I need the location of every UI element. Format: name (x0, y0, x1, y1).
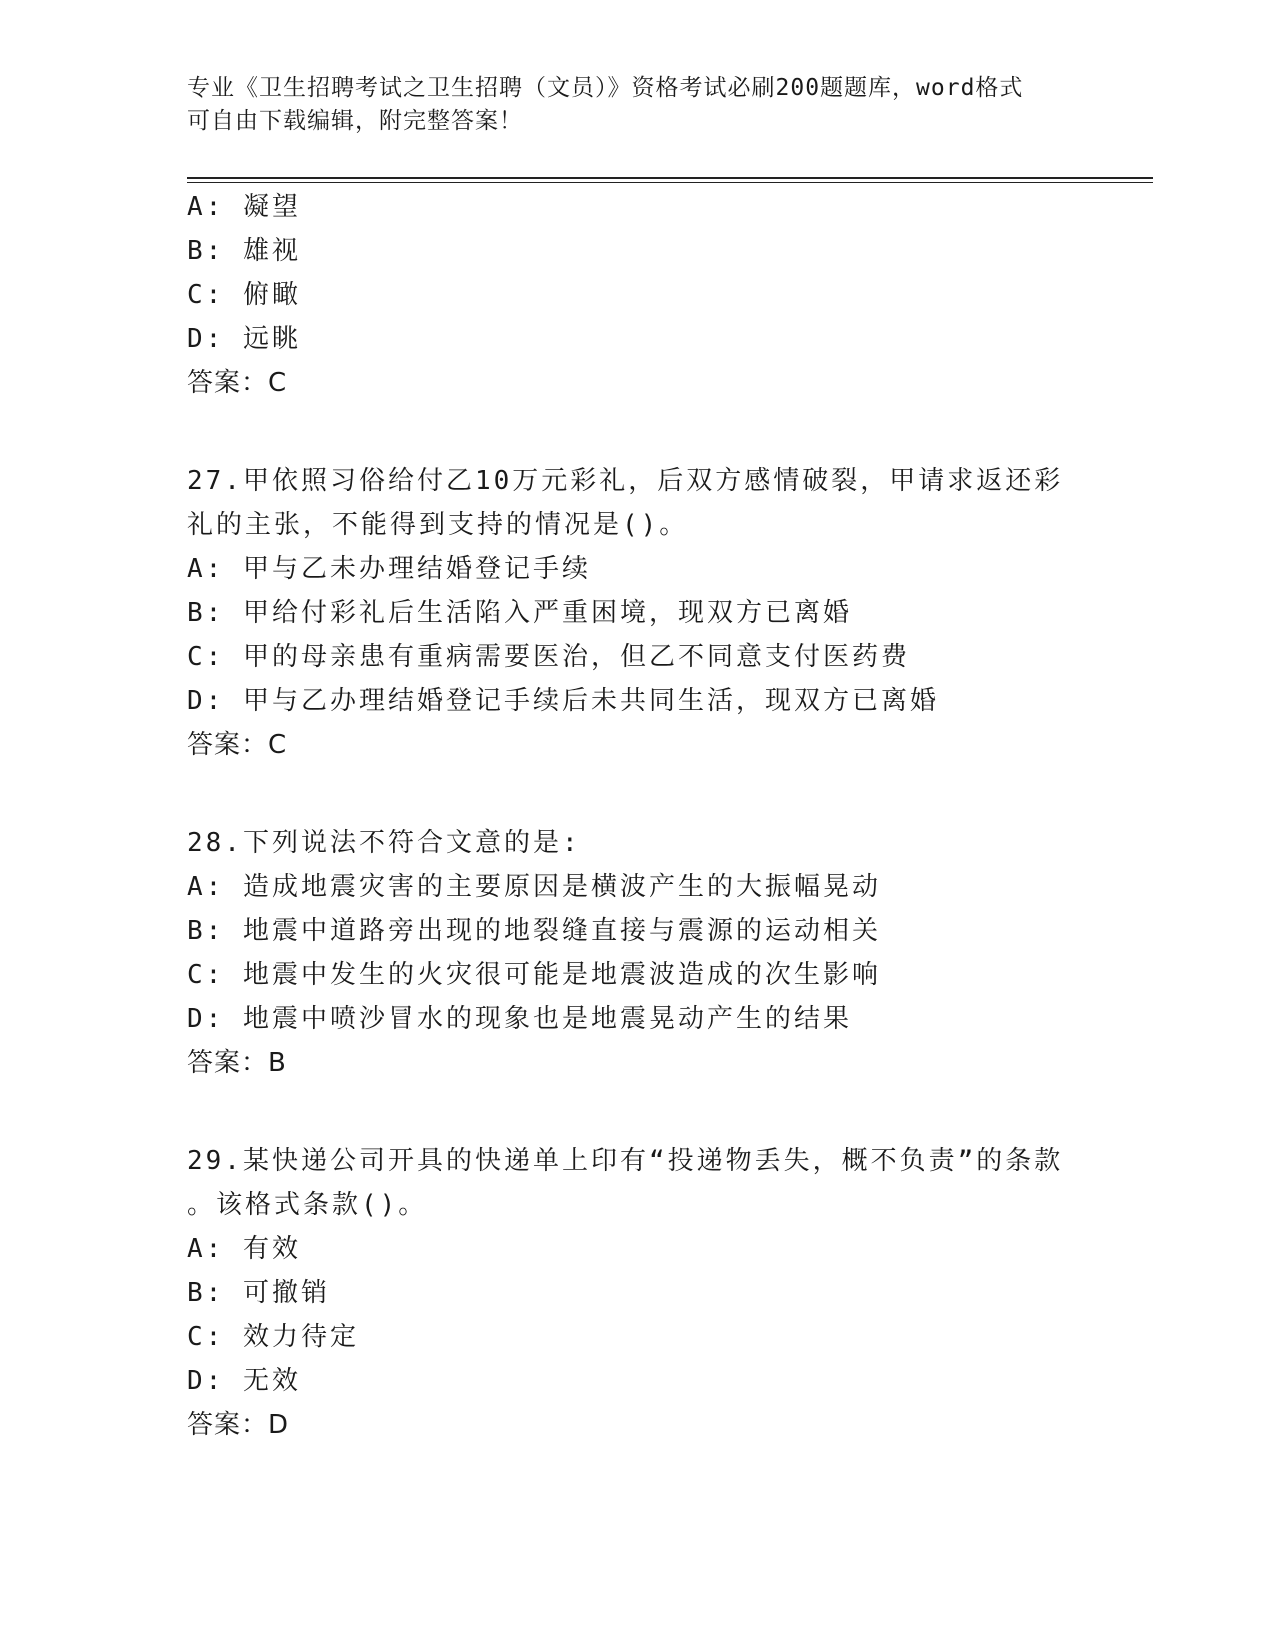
q27-stem-line-2: 礼的主张，不能得到支持的情况是()。 (187, 510, 689, 540)
q28-option-a: A: 造成地震灾害的主要原因是横波产生的大振幅晃动 (187, 872, 881, 902)
q27-option-c: C: 甲的母亲患有重病需要医治，但乙不同意支付医药费 (187, 642, 910, 672)
q27-option-b: B: 甲给付彩礼后生活陷入严重困境，现双方已离婚 (187, 598, 852, 628)
q28-stem-line-1: 28.下列说法不符合文意的是: (187, 828, 581, 858)
document-header (187, 72, 1087, 138)
q26-option-d: D: 远眺 (187, 324, 301, 354)
header-line-2: 可自由下载编辑，附完整答案！ (187, 108, 523, 134)
q26-option-b: B: 雄视 (187, 236, 301, 266)
q26-answer: 答案：C (187, 368, 288, 398)
header-divider-thick (187, 177, 1153, 179)
q27-option-d: D: 甲与乙办理结婚登记手续后未共同生活，现双方已离婚 (187, 686, 939, 716)
q29-answer: 答案：D (187, 1410, 290, 1440)
q29-stem-line-1: 29.某快递公司开具的快递单上印有“投递物丢失，概不负责”的条款 (187, 1146, 1064, 1176)
q26-option-a: A: 凝望 (187, 192, 301, 222)
q29-option-d: D: 无效 (187, 1366, 301, 1396)
q26-option-c: C: 俯瞰 (187, 280, 301, 310)
q27-option-a: A: 甲与乙未办理结婚登记手续 (187, 554, 591, 584)
q28-option-d: D: 地震中喷沙冒水的现象也是地震晃动产生的结果 (187, 1004, 852, 1034)
q29-stem-line-2: 。该格式条款()。 (187, 1190, 428, 1220)
q29-option-c: C: 效力待定 (187, 1322, 359, 1352)
q28-option-b: B: 地震中道路旁出现的地裂缝直接与震源的运动相关 (187, 916, 881, 946)
header-line-1: 专业《卫生招聘考试之卫生招聘（文员）》资格考试必刷200题题库，word格式 (187, 75, 1024, 101)
header-divider-thin (187, 182, 1153, 183)
q27-answer: 答案：C (187, 730, 288, 760)
q28-option-c: C: 地震中发生的火灾很可能是地震波造成的次生影响 (187, 960, 881, 990)
q29-option-a: A: 有效 (187, 1234, 301, 1264)
q27-stem-line-1: 27.甲依照习俗给付乙10万元彩礼，后双方感情破裂，甲请求返还彩 (187, 466, 1064, 496)
q28-answer: 答案：B (187, 1048, 287, 1078)
q29-option-b: B: 可撤销 (187, 1278, 330, 1308)
